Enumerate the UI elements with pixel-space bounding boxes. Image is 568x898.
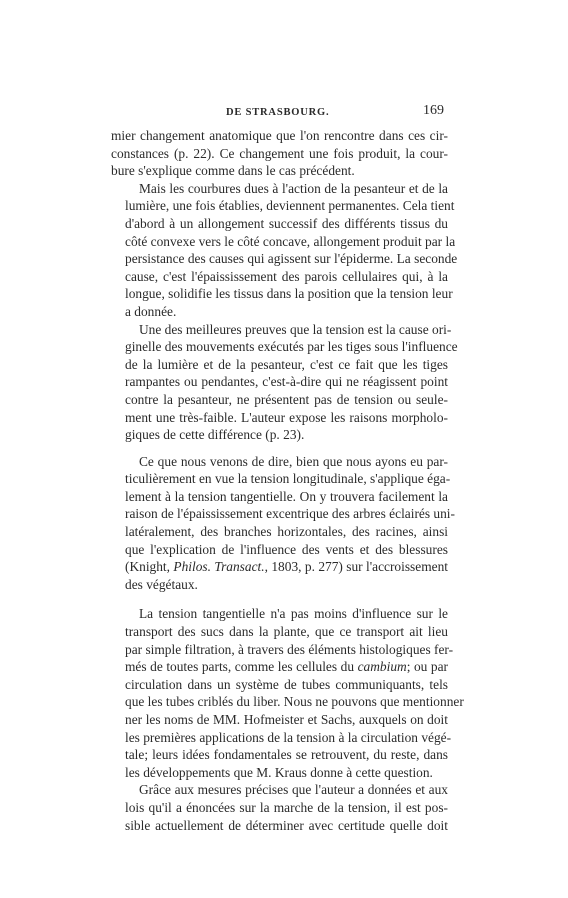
paragraph-transport-sucs	[111, 605, 464, 781]
text-line: ticulièrement en vue la tension longitudinale, s'applique éga-	[125, 471, 451, 487]
text-line: les développements que M. Kraus donne à cette question.	[125, 764, 433, 780]
italic-term: Philos. Transact.	[173, 559, 265, 575]
text-line: lement à la tension tangentielle. On y trouvera facilement la	[125, 488, 448, 504]
running-head: DE STRASBOURG.	[226, 107, 330, 118]
text-line: cause, c'est l'épaississement des parois cellulaires qui, à la	[125, 268, 448, 284]
text-line: ner les noms de MM. Hofmeister et Sachs, auxquels on doit	[125, 712, 448, 727]
text-line: bure s'explique comme dans le cas précédent.	[111, 163, 355, 179]
text-line: Une des meilleures preuves que la tension est la cause ori-	[139, 321, 452, 337]
text-line: lumière, une fois établies, deviennent permanentes. Cela tient	[125, 198, 455, 214]
text-line: giques de cette différence (p. 23).	[125, 427, 305, 443]
page-header	[111, 103, 448, 125]
paragraph-preuves-tension	[111, 321, 458, 444]
text-line: contre la pesanteur, ne présentent pas de tension ou seule-	[125, 391, 448, 407]
book-page	[111, 103, 464, 834]
text-line: latéralement, des branches horizontales, des racines, ainsi	[125, 524, 448, 540]
text-line: lois qu'il a énoncées sur la marche de la tension, il est pos-	[125, 799, 448, 815]
text-line: Mais les courbures dues à l'action de la pesanteur et de la	[139, 180, 448, 196]
text-line: que les tubes criblés du liber. Nous ne pouvons que mentionner	[125, 694, 464, 710]
text-line: par simple filtration, à travers des éléments histologiques fer-	[125, 641, 454, 657]
paragraph-courbures-permanentes	[111, 180, 458, 321]
text-line: Grâce aux mesures précises que l'auteur a données et aux	[139, 782, 448, 798]
text-line: sible actuellement de déterminer avec certitude quelle doit	[125, 817, 448, 833]
text-line: Ce que nous venons de dire, bien que nous ayons eu par-	[139, 453, 448, 469]
text-line: rampantes ou pendantes, c'est-à-dire qui ne réagissent point	[125, 374, 448, 390]
text-line: La tension tangentielle n'a pas moins d'influence sur le	[139, 606, 448, 622]
paragraph-mesures-precises	[111, 781, 448, 834]
page-number: 169	[423, 103, 444, 118]
text-line: des végétaux.	[125, 576, 198, 592]
paragraph-continuation	[111, 127, 448, 180]
text-line: a donnée.	[125, 303, 177, 319]
text-line: més de toutes parts, comme les cellules du cambium; ou par	[125, 659, 449, 675]
text-line: persistance des causes qui agissent sur l'épiderme. La seconde	[125, 251, 458, 267]
text-line: (Knight, Philos. Transact., 1803, p. 277) sur l'accroissement	[125, 559, 448, 575]
text-line: constances (p. 22). Ce changement une fois produit, la cour-	[111, 145, 448, 161]
paragraph-tension-tangentielle	[111, 453, 455, 594]
text-line: d'abord à un allongement successif des différents tissus du	[125, 215, 448, 231]
text-line: circulation dans un système de tubes communiquants, tels	[125, 676, 448, 692]
text-line: que l'explication de l'influence des vents et des blessures	[125, 541, 448, 557]
italic-term: cambium	[357, 659, 407, 675]
text-line: ginelle des mouvements exécutés par les tiges sous l'influence	[125, 339, 458, 355]
text-line: mier changement anatomique que l'on rencontre dans ces cir-	[111, 128, 448, 143]
text-line: raison de l'épaississement excentrique des arbres éclairés uni-	[125, 506, 455, 522]
body-text	[111, 127, 464, 834]
text-line: longue, solidifie les tissus dans la position que la tension leur	[125, 286, 453, 302]
text-line: les premières applications de la tension à la circulation végé-	[125, 729, 452, 745]
text-line: ment une très-faible. L'auteur expose les raisons morpholo-	[125, 409, 448, 425]
text-line: transport des sucs dans la plante, que ce transport ait lieu	[125, 624, 448, 640]
text-line: tale; leurs idées fondamentales se retrouvent, du reste, dans	[125, 747, 448, 763]
text-line: de la lumière et de la pesanteur, c'est ce fait que les tiges	[125, 356, 448, 372]
text-line: côté convexe vers le côté concave, allongement produit par la	[125, 233, 456, 249]
